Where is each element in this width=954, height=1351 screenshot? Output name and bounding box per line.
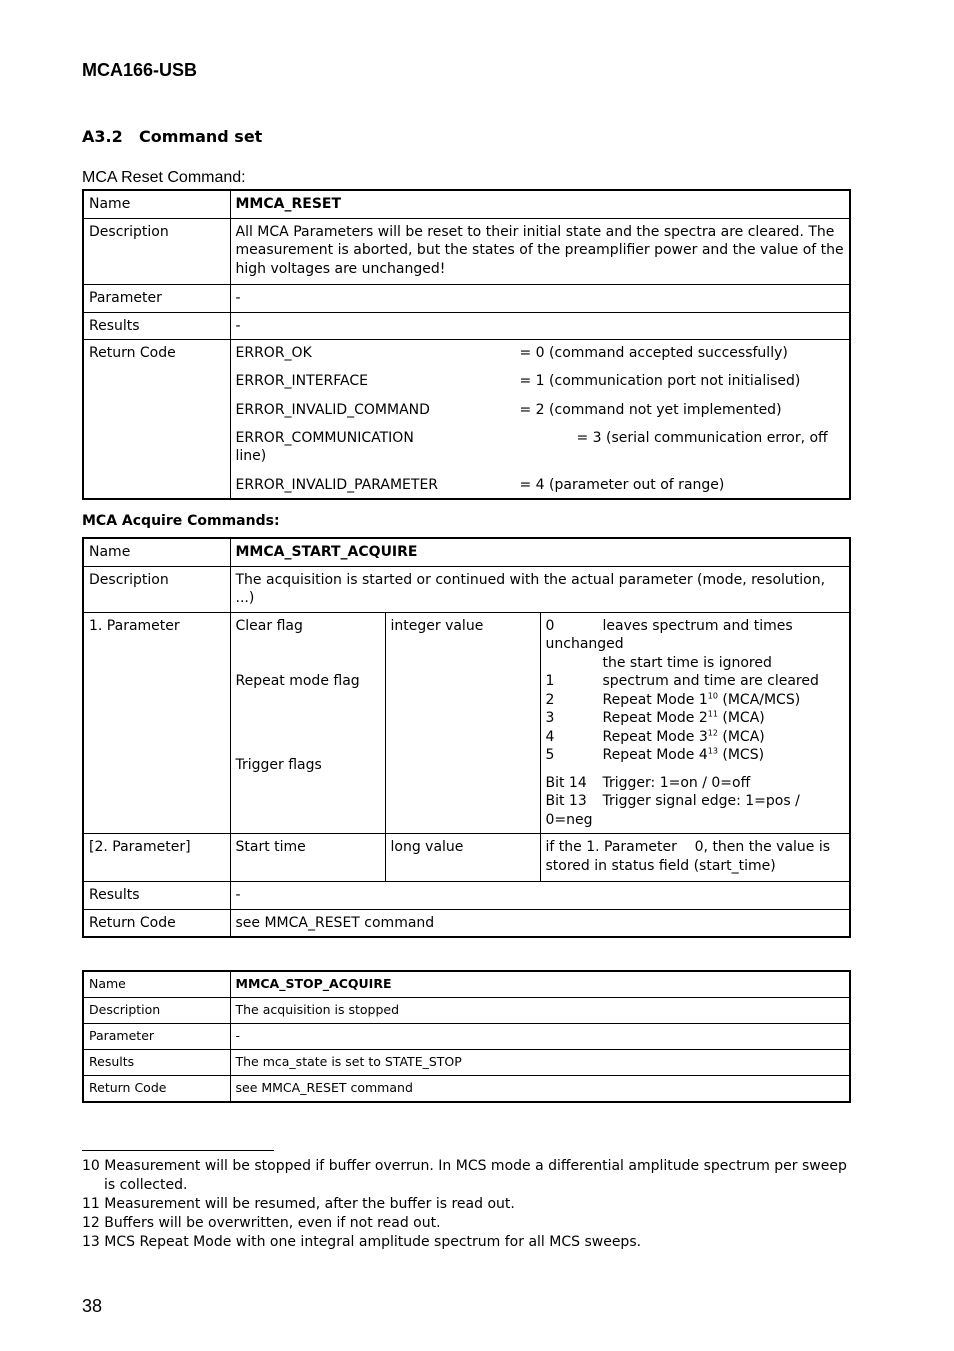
results-label: Results [83, 312, 230, 340]
table-row [83, 340, 850, 500]
option-text: Trigger signal edge: 1=pos / [602, 793, 800, 809]
option-row [546, 774, 845, 793]
section-number: A3.2 [82, 127, 123, 146]
return-code-label: Return Code [83, 909, 230, 937]
option-mode: (MCA) [717, 728, 765, 745]
return-code-item [236, 429, 845, 466]
return-code-value: = 2 (command not yet implemented) [519, 401, 782, 418]
command-name: MMCA_START_ACQUIRE [230, 538, 850, 566]
option-label: Repeat Mode 4 [602, 747, 708, 763]
return-code-item [236, 344, 845, 363]
parameter-label: Parameter [83, 285, 230, 313]
param2-type: long value [385, 834, 540, 882]
footnotes [82, 1157, 852, 1252]
return-code-value: = 4 (parameter out of range) [519, 476, 725, 493]
option-continuation: unchanged [545, 636, 624, 652]
footnote-ref: 12 [707, 727, 718, 737]
table-row [83, 998, 850, 1024]
parameter-value: - [230, 1024, 850, 1050]
start-time-label: Start time [230, 834, 385, 882]
param1-names [230, 612, 385, 834]
return-code-name: ERROR_COMMUNICATION [235, 429, 414, 446]
return-code-name: ERROR_INTERFACE [235, 373, 368, 390]
option-row [546, 728, 845, 747]
footnote-ref: 10 [707, 690, 718, 700]
param1-label: 1. Parameter [83, 612, 230, 834]
option-mode: (MCA) [717, 710, 765, 726]
return-code-list [230, 340, 850, 500]
description-label: Description [83, 218, 230, 285]
option-text [603, 728, 765, 747]
footnote: 12 Buffers will be overwritten, even if not read out. [82, 1215, 441, 1231]
return-code-label: Return Code [83, 340, 230, 500]
parameter-value: - [230, 285, 850, 313]
option-key: 5 [545, 747, 555, 763]
table-row [83, 1050, 850, 1076]
option-row [546, 792, 845, 811]
option-label: Repeat Mode 1 [602, 691, 708, 708]
param2-label: [2. Parameter] [83, 834, 230, 882]
option-label: Repeat Mode 2 [602, 710, 708, 726]
description-label: Description [83, 566, 230, 612]
start-acquire-table [82, 537, 851, 938]
return-code-value: = 3 (serial communication error, off [576, 429, 828, 446]
option-text [603, 709, 765, 728]
return-code-value: = 1 (communication port not initialised) [519, 373, 801, 390]
description-text: The acquisition is started or continued with the actual parameter (mode, resolution, ...) [230, 566, 850, 612]
table-row [83, 909, 850, 937]
option-mode: (MCS) [717, 747, 765, 763]
option-text [603, 746, 765, 765]
acquire-caption: MCA Acquire Commands: [82, 513, 280, 529]
results-value: The mca_state is set to STATE_STOP [230, 1050, 850, 1076]
option-text: Trigger: 1=on / 0=off [602, 774, 751, 791]
table-row [83, 312, 850, 340]
results-label: Results [83, 1050, 230, 1076]
return-code-label: Return Code [83, 1076, 230, 1103]
name-label: Name [83, 190, 230, 218]
option-row [546, 709, 845, 728]
table-row [83, 882, 850, 910]
table-row [83, 285, 850, 313]
footnote-divider [82, 1150, 274, 1151]
footnote: 10 Measurement will be stopped if buffer overrun. In MCS mode a differential amplitude spectrum per sweep is collected. [82, 1158, 847, 1193]
option-key: 0 [545, 617, 555, 634]
repeat-flag-label: Repeat mode flag [235, 673, 360, 689]
return-code-value: = 0 (command accepted successfully) [519, 345, 788, 361]
param2-description: if the 1. Parameter 0, then the value is stored in status field (start_time) [540, 834, 850, 882]
option-row [546, 691, 845, 710]
trigger-flags-label: Trigger flags [235, 756, 322, 773]
table-row [83, 538, 850, 566]
section-title [82, 127, 262, 146]
footnote-ref: 11 [707, 709, 718, 719]
option-text: leaves spectrum and times [602, 617, 793, 634]
option-text: spectrum and time are cleared [602, 673, 819, 689]
section-title-text: Command set [139, 127, 263, 146]
reset-command-table [82, 189, 851, 500]
param1-options [540, 612, 850, 834]
table-row [83, 612, 850, 834]
table-row [83, 566, 850, 612]
option-key: Bit 13 [545, 793, 587, 809]
page-header: MCA166-USB [82, 60, 198, 80]
stop-acquire-table [82, 970, 851, 1103]
return-code-item [236, 476, 845, 495]
table-row [83, 834, 850, 882]
option-continuation: the start time is ignored [602, 654, 772, 671]
footnote: 13 MCS Repeat Mode with one integral amplitude spectrum for all MCS sweeps. [82, 1234, 642, 1250]
option-key: 3 [545, 710, 555, 726]
name-label: Name [83, 971, 230, 998]
option-key: 4 [545, 728, 555, 745]
results-value: - [230, 312, 850, 340]
return-code-continuation: line) [235, 448, 267, 465]
return-code-value: see MMCA_RESET command [230, 909, 850, 937]
name-label: Name [83, 538, 230, 566]
table-row [83, 1024, 850, 1050]
option-continuation: 0=neg [545, 811, 593, 828]
return-code-name: ERROR_INVALID_COMMAND [235, 401, 430, 418]
results-value: - [230, 882, 850, 910]
footnote: 11 Measurement will be resumed, after the buffer is read out. [82, 1196, 515, 1212]
return-code-name: ERROR_INVALID_PARAMETER [235, 476, 439, 493]
option-mode: (MCA/MCS) [717, 691, 801, 708]
option-text [603, 691, 801, 710]
table-row [83, 971, 850, 998]
description-label: Description [83, 998, 230, 1024]
results-label: Results [83, 882, 230, 910]
table-row [83, 190, 850, 218]
parameter-label: Parameter [83, 1024, 230, 1050]
option-row [546, 617, 845, 636]
option-key: 1 [545, 673, 555, 689]
option-row [546, 672, 845, 691]
table-row [83, 1076, 850, 1103]
footnote-ref: 13 [707, 746, 718, 756]
description-text: All MCA Parameters will be reset to their initial state and the spectra are cleared. The measurement is aborted, but the states of the preamplifier power and the value of the high voltages are unchanged! [230, 218, 850, 285]
return-code-item [236, 372, 845, 391]
clear-flag-label: Clear flag [235, 617, 303, 634]
return-code-name: ERROR_OK [235, 345, 312, 361]
option-row [546, 746, 845, 765]
reset-caption: MCA Reset Command: [82, 169, 246, 186]
description-text: The acquisition is stopped [230, 998, 850, 1024]
page-number: 38 [82, 1296, 103, 1316]
table-row [83, 218, 850, 285]
command-name: MMCA_STOP_ACQUIRE [230, 971, 850, 998]
option-key: Bit 14 [545, 774, 587, 791]
return-code-item [236, 401, 845, 420]
command-name: MMCA_RESET [230, 190, 850, 218]
option-label: Repeat Mode 3 [602, 728, 708, 745]
option-key: 2 [545, 691, 555, 708]
param1-type: integer value [385, 612, 540, 834]
return-code-value: see MMCA_RESET command [230, 1076, 850, 1103]
